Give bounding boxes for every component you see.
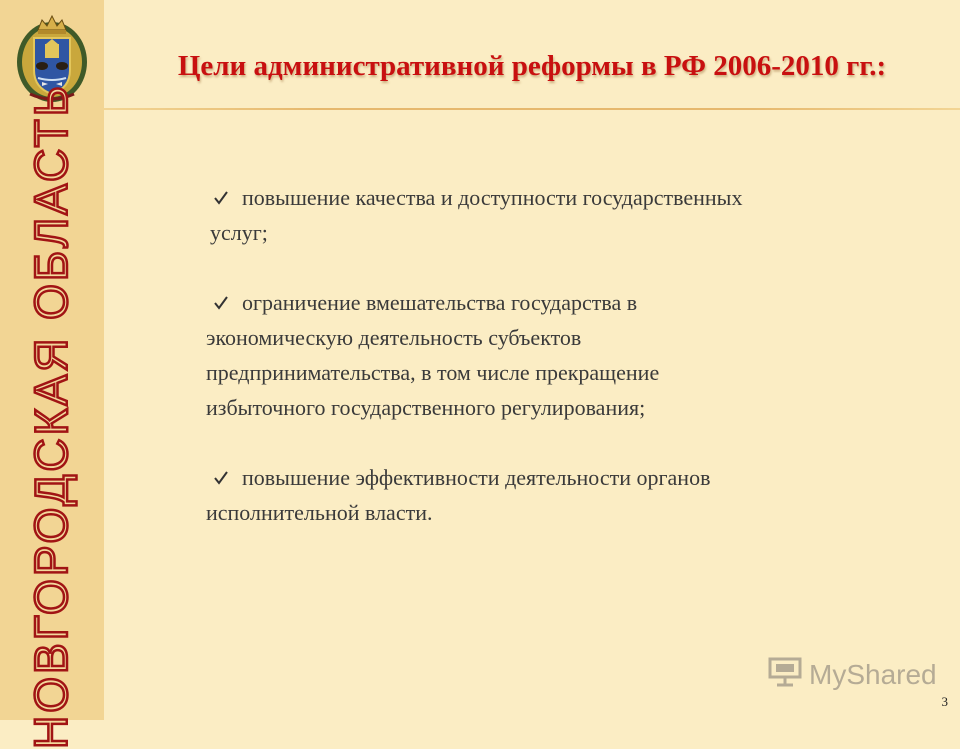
list-item: [206, 180, 926, 250]
title-divider: [104, 108, 960, 110]
region-name-text: НОВГОРОДСКАЯ ОБЛАСТЬ: [25, 83, 78, 749]
list-item-line: повышение эффективности деятельности органов: [242, 465, 711, 490]
page-number: 3: [941, 694, 948, 709]
list-item-line: повышение качества и доступности государственных: [242, 185, 743, 210]
region-vertical-title: [22, 83, 80, 749]
slide-title: Цели административной реформы в РФ 2006-2010 гг.:: [177, 50, 887, 82]
checkmark-icon: [214, 180, 228, 215]
list-item-line: экономическую деятельность субъектов: [206, 325, 582, 350]
list-item-line: избыточного государственного регулирования;: [206, 395, 646, 420]
list-item-line: ограничение вмешательства государства в: [242, 290, 638, 315]
watermark: [767, 655, 937, 695]
list-item: [206, 460, 926, 530]
sidebar: [0, 0, 104, 749]
list-item-line: предпринимательства, в том числе прекращение: [206, 360, 660, 385]
watermark-text: MyShared: [809, 659, 937, 690]
list-item-line: исполнительной власти.: [206, 500, 433, 525]
goals-list: [206, 180, 926, 565]
presentation-board-icon: [767, 657, 809, 694]
checkmark-icon: [214, 285, 228, 320]
checkmark-icon: [214, 460, 228, 495]
list-item: [206, 285, 926, 425]
list-item-line: услуг;: [210, 220, 268, 245]
